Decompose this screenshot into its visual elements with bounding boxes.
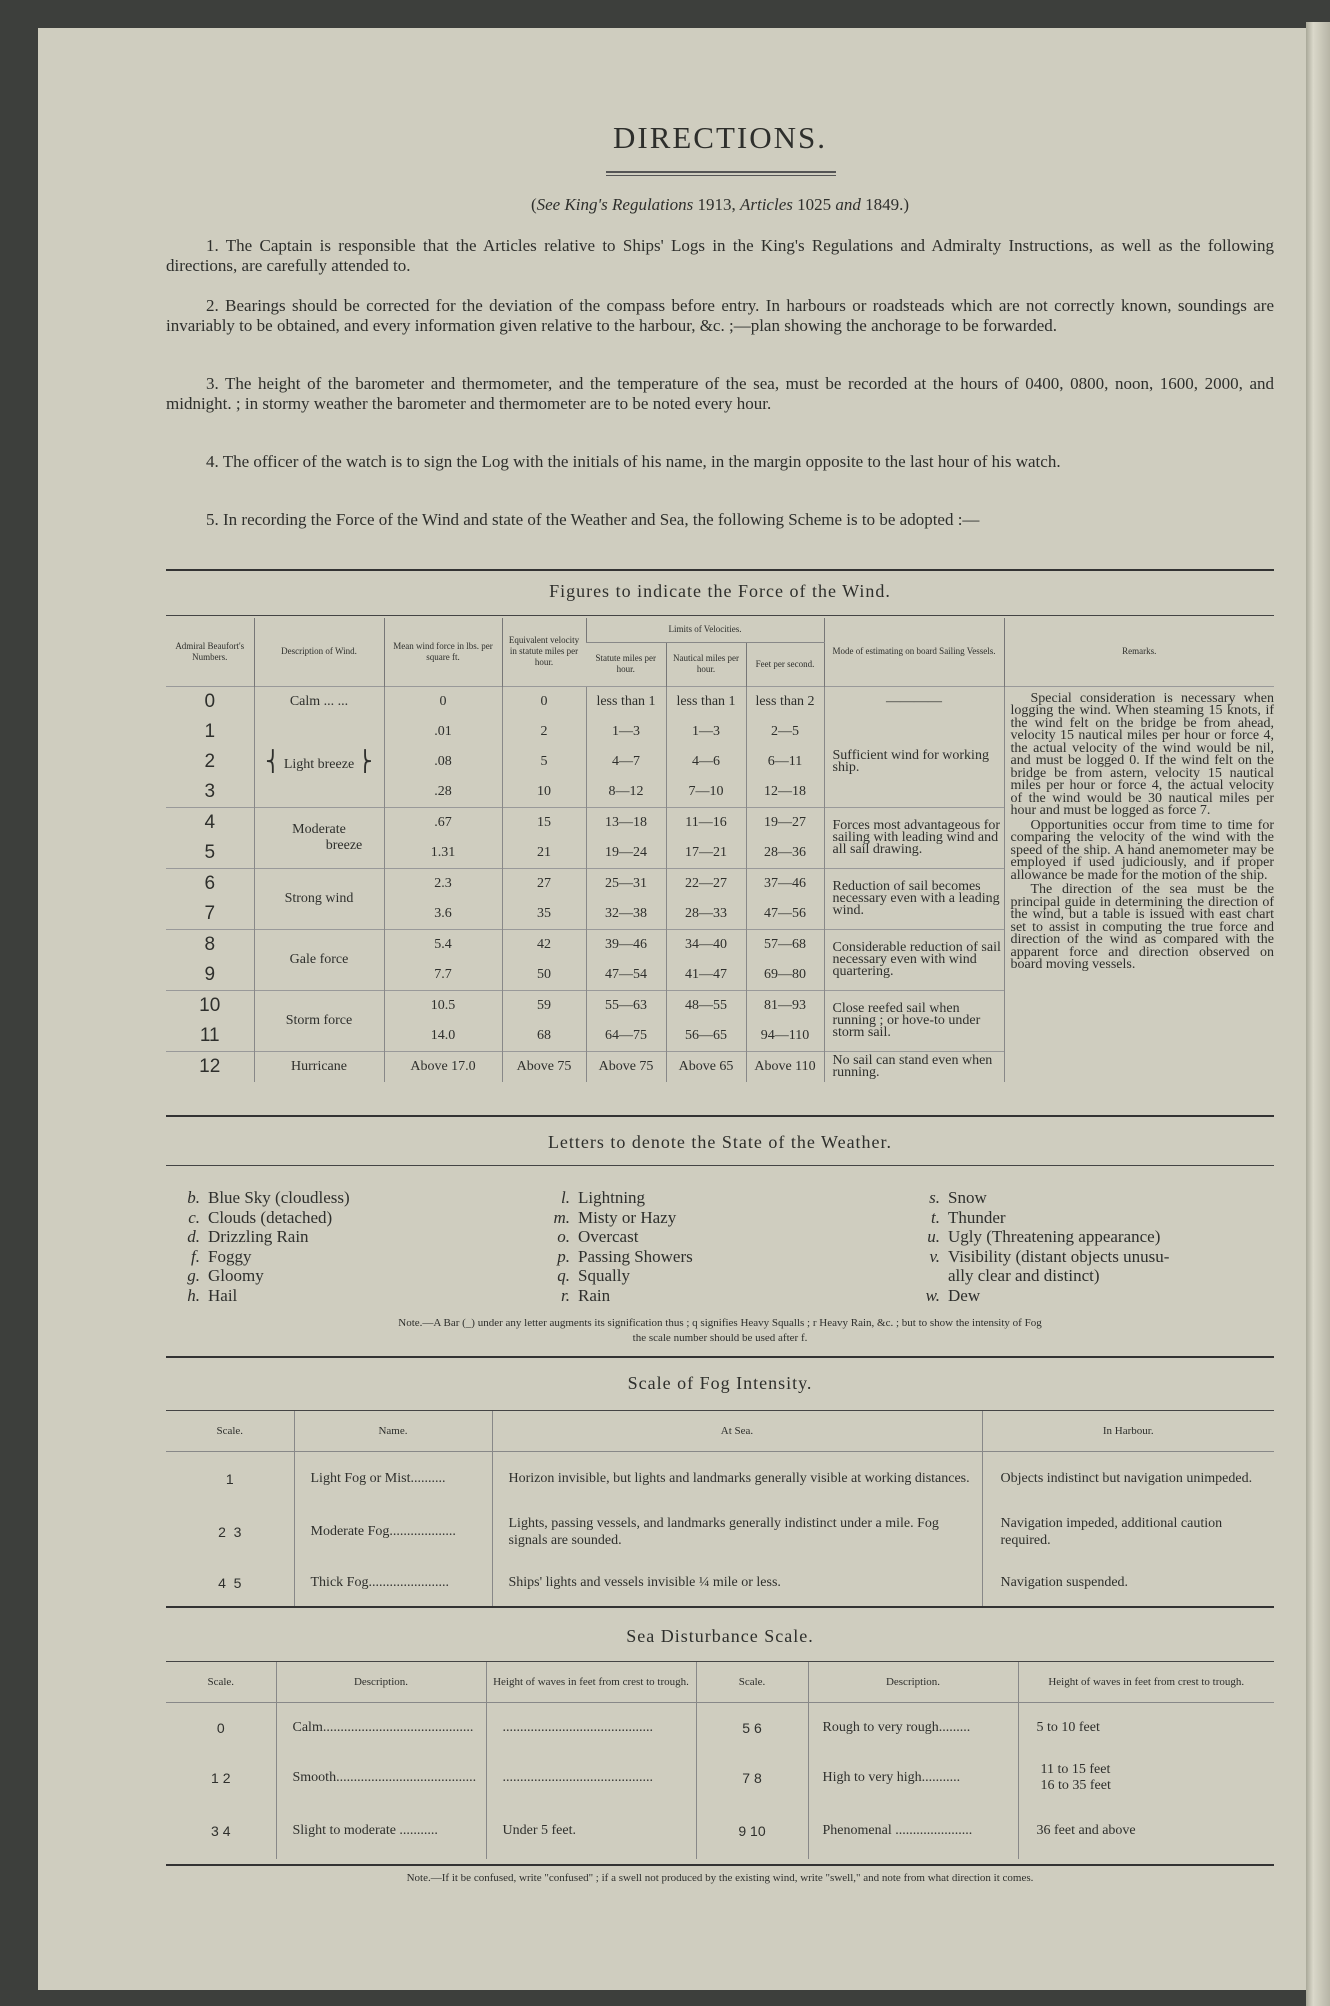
nautical-miles: 56—65: [666, 1021, 746, 1052]
header-scale: Scale.: [207, 1676, 235, 1688]
rule: [166, 1115, 1274, 1117]
statute-miles: 55—63: [586, 990, 666, 1021]
header-scale: Scale.: [696, 1662, 808, 1703]
sea-table: [166, 1662, 1274, 1859]
list-item: u. Ugly (Threatening appearance): [927, 1227, 1161, 1246]
list-item: r. Rain: [561, 1285, 611, 1305]
statute-miles: 64—75: [586, 1021, 666, 1052]
feet-per-second: 19—27: [746, 807, 824, 838]
nautical-miles: 1—3: [666, 717, 746, 747]
list-item: l. Lightning: [561, 1188, 646, 1207]
list-item: w. Dew: [925, 1285, 981, 1305]
paragraph-4: 4. The officer of the watch is to sign the Log with the initials of his name, in the margin opposite to the last hour of his watch.: [206, 452, 1061, 471]
mean-force: 3.6: [384, 899, 502, 930]
list-item: g. Gloomy: [187, 1266, 264, 1285]
feet-per-second: 6—11: [746, 747, 824, 777]
header-mode: Mode of estimating on board Sailing Vessels.: [824, 618, 1004, 686]
title-rule: [606, 171, 836, 173]
weather-column-2: [536, 1188, 693, 1305]
nautical-miles: 34—40: [666, 929, 746, 960]
feet-per-second: 57—68: [746, 929, 824, 960]
beaufort-number: 2: [204, 750, 216, 772]
mode: ————: [824, 686, 1004, 717]
list-item: p. Passing Showers: [557, 1246, 693, 1266]
log-page: [38, 28, 1306, 1990]
nautical-miles: 17—21: [666, 838, 746, 869]
equivalent-velocity: 42: [502, 929, 586, 960]
header-equivalent: Equivalent velocity in statute miles per hour.: [502, 618, 586, 686]
mean-force: .08: [384, 747, 502, 777]
title-rule: [606, 175, 836, 176]
mean-force: 2.3: [384, 868, 502, 899]
paragraph-3: 3. The height of the barometer and thermometer, and the temperature of the sea, must be recorded at the hours of 0400, 0800, noon, 1600, 2000, and midnight. ; in stormy weather the barometer and thermometer are to be noted every hour.: [166, 374, 1274, 413]
rule: [166, 615, 1274, 616]
list-item: f. Foggy: [191, 1246, 252, 1266]
equivalent-velocity: Above 75: [502, 1051, 586, 1082]
statute-miles: Above 75: [586, 1051, 666, 1082]
statute-miles: 47—54: [586, 960, 666, 991]
header-mean-force: Mean wind force in lbs. per square ft.: [384, 618, 502, 686]
list-item: q. Squally: [557, 1266, 630, 1285]
list-item: m. Misty or Hazy: [553, 1207, 677, 1227]
book-spine: [1306, 22, 1330, 2006]
wind-description: Moderate breeze: [254, 807, 384, 868]
list-item: c. Clouds (detached): [188, 1207, 333, 1227]
feet-per-second: 94—110: [746, 1021, 824, 1052]
header-description: Description.: [276, 1662, 486, 1703]
beaufort-number: 12: [166, 1051, 254, 1082]
wind-description: Storm force: [254, 990, 384, 1051]
beaufort-number: 5: [204, 841, 216, 863]
weather-caption: Letters to denote the State of the Weather.: [547, 1132, 893, 1152]
beaufort-number: 3: [204, 780, 216, 802]
rule: [166, 569, 1274, 571]
header-height: Height of waves in feet from crest to trough.: [486, 1662, 696, 1703]
weather-note: Note.—A Bar (_) under any letter augments its signification thus ; q signifies Heavy Squalls ; r Heavy Rain, &c. ; but to show the intensity of Fog the scale number should be used after f.: [398, 1317, 1042, 1344]
nautical-miles: 4—6: [666, 747, 746, 777]
mean-force: 5.4: [384, 929, 502, 960]
list-item: ally clear and distinct): [948, 1266, 1100, 1285]
equivalent-velocity: 59: [502, 990, 586, 1021]
beaufort-number: 8: [166, 929, 254, 960]
table-row: 2 3 Moderate Fog................... Lights, passing vessels, and landmarks generally indistinct under a mile. Fog signals are sounded. Navigation impeded, additional caution required.: [166, 1506, 1274, 1558]
wind-description: Gale force: [254, 929, 384, 990]
nautical-miles: 11—16: [666, 807, 746, 838]
remarks: Special consideration is necessary when logging the wind. When steaming 15 knots, if the wind felt on the bridge be from ahead, velocity 15 nautical miles per hour or force 4, the actual velocity of the wind would be nil, and must be logged 0. If the wind felt on the bridge be from astern, velocity 15 nautical miles per hour or force 4, the actual velocity of the wind would be 30 nautical miles per hour and must be logged as force 7. Opportunities occur from time to time for comparing the velocity of the wind with the speed of the ship. A hand anemometer may be employed if used judiciously, and if proper allowance be made for the motion of the ship. The direction of the sea must be the principal guide in determining the direction of the wind, but a table is issued with east chart set to assist in computing the true force and direction of the wind as compared with the apparent force and direction observed on board moving vessels.: [1004, 686, 1274, 1082]
rule: [166, 1165, 1274, 1166]
rule: [166, 1864, 1274, 1866]
mean-force: 0: [384, 686, 502, 717]
nautical-miles: 28—33: [666, 899, 746, 930]
mode: Reduction of sail becomes necessary even with a leading wind.: [824, 868, 1004, 929]
wind-description: Hurricane: [254, 1051, 384, 1082]
sea-note: Note.—If it be confused, write "confused" ; if a swell not produced by the existing wind, write "swell," and note from what direction it comes.: [406, 1872, 1034, 1884]
statute-miles: 25—31: [586, 868, 666, 899]
feet-per-second: less than 2: [746, 686, 824, 717]
list-item: t. Thunder: [931, 1207, 1006, 1227]
statute-miles: 13—18: [586, 807, 666, 838]
wind-caption: Figures to indicate the Force of the Wind.: [549, 581, 891, 601]
sea-caption: Sea Disturbance Scale.: [626, 1626, 814, 1646]
header-remarks: Remarks.: [1004, 618, 1274, 686]
mode: Sufficient wind for working ship.: [824, 717, 1004, 808]
paragraph-5: 5. In recording the Force of the Wind and state of the Weather and Sea, the following Scheme is to be adopted :—: [206, 510, 980, 529]
nautical-miles: Above 65: [666, 1051, 746, 1082]
equivalent-velocity: 68: [502, 1021, 586, 1052]
wind-description: ⎨ Light breeze ⎬: [254, 717, 384, 808]
nautical-miles: less than 1: [666, 686, 746, 717]
header-limits: Limits of Velocities.: [586, 618, 824, 642]
table-row: 1 2 Smooth........................................ ........................................... 7 8 High to very high........... 11 to 15 feet 16 to 35 feet: [166, 1753, 1274, 1803]
header-in-harbour: In Harbour.: [982, 1411, 1274, 1452]
list-item: v. Visibility (distant objects unusu-: [929, 1246, 1170, 1266]
feet-per-second: 28—36: [746, 838, 824, 869]
header-row: [166, 1662, 1274, 1703]
paragraph-1: 1. The Captain is responsible that the Articles relative to Ships' Logs in the King's Regulations and Admiralty Instructions, as well as the following directions, are carefully attended to.: [166, 236, 1274, 275]
beaufort-number: 0: [166, 686, 254, 717]
list-item: s. Snow: [929, 1188, 987, 1207]
equivalent-velocity: 5: [502, 747, 586, 777]
fog-table: [166, 1411, 1274, 1608]
subtitle: (See King's Regulations 1913, Articles 1025 and 1849.): [530, 195, 910, 214]
header-feet: Feet per second.: [746, 642, 824, 686]
nautical-miles: 22—27: [666, 868, 746, 899]
equivalent-velocity: 21: [502, 838, 586, 869]
equivalent-velocity: 15: [502, 807, 586, 838]
mean-force: 1.31: [384, 838, 502, 869]
statute-miles: 19—24: [586, 838, 666, 869]
rule: [166, 1606, 1274, 1608]
header-row: [166, 1411, 1274, 1452]
statute-miles: 1—3: [586, 717, 666, 747]
equivalent-velocity: 35: [502, 899, 586, 930]
beaufort-number: 11: [199, 1024, 220, 1046]
statute-miles: 32—38: [586, 899, 666, 930]
statute-miles: less than 1: [586, 686, 666, 717]
header-nautical: Nautical miles per hour.: [666, 642, 746, 686]
table-row: 4 5 Thick Fog....................... Ships' lights and vessels invisible ¼ mile or less. Navigation suspended.: [166, 1558, 1274, 1608]
mean-force: Above 17.0: [384, 1051, 502, 1082]
beaufort-number: 4: [166, 807, 254, 838]
statute-miles: 8—12: [586, 777, 666, 808]
equivalent-velocity: 27: [502, 868, 586, 899]
mean-force: .28: [384, 777, 502, 808]
equivalent-velocity: 0: [502, 686, 586, 717]
nautical-miles: 48—55: [666, 990, 746, 1021]
mode: Forces most advantageous for sailing with leading wind and all sail drawing.: [824, 807, 1004, 868]
header-row: [166, 618, 1274, 642]
rule: [166, 1356, 1274, 1358]
header-at-sea: At Sea.: [492, 1411, 982, 1452]
list-item: o. Overcast: [557, 1227, 639, 1246]
wind-table: [166, 618, 1274, 1082]
wind-description: Strong wind: [254, 868, 384, 929]
mode: No sail can stand even when running.: [824, 1051, 1004, 1082]
nautical-miles: 7—10: [666, 777, 746, 808]
header-description: Description of Wind.: [254, 618, 384, 686]
mean-force: .67: [384, 807, 502, 838]
mean-force: 7.7: [384, 960, 502, 991]
feet-per-second: 81—93: [746, 990, 824, 1021]
header-statute: Statute miles per hour.: [595, 653, 656, 674]
header-beaufort: Admiral Beaufort's Numbers.: [175, 640, 245, 662]
statute-miles: 4—7: [586, 747, 666, 777]
list-item: h. Hail: [187, 1285, 238, 1305]
mean-force: .01: [384, 717, 502, 747]
beaufort-number: 6: [166, 868, 254, 899]
table-row: 0 Calm........................................... ........................................... 5 6 Rough to very rough......... 5 to 10 feet: [166, 1703, 1274, 1753]
table-row: [166, 686, 1274, 717]
table-row: 1 Light Fog or Mist.......... Horizon invisible, but lights and landmarks generally visible at working distances. Objects indistinct but navigation unimpeded.: [166, 1452, 1274, 1506]
table-row: 3 4 Slight to moderate ........... Under 5 feet. 9 10 Phenomenal ...................... 36 feet and above: [166, 1803, 1274, 1859]
header-description: Description.: [808, 1662, 1018, 1703]
list-item: b. Blue Sky (cloudless): [187, 1188, 350, 1207]
feet-per-second: Above 110: [746, 1051, 824, 1082]
header-scale: Scale.: [216, 1425, 244, 1437]
weather-column-3: [906, 1188, 1169, 1305]
mode: Considerable reduction of sail necessary even with wind quartering.: [824, 929, 1004, 990]
header-name: Name.: [294, 1411, 492, 1452]
mode: Close reefed sail when running ; or hove-to under storm sail.: [824, 990, 1004, 1051]
beaufort-number: 10: [166, 990, 254, 1021]
wind-description: Calm ... ...: [254, 686, 384, 717]
beaufort-number: 9: [204, 963, 216, 985]
nautical-miles: 41—47: [666, 960, 746, 991]
equivalent-velocity: 50: [502, 960, 586, 991]
statute-miles: 39—46: [586, 929, 666, 960]
feet-per-second: 12—18: [746, 777, 824, 808]
page-title: DIRECTIONS.: [612, 120, 828, 155]
weather-column-1: [166, 1188, 350, 1305]
beaufort-number: 1: [204, 720, 216, 742]
header-height: Height of waves in feet from crest to trough.: [1018, 1662, 1274, 1703]
list-item: d. Drizzling Rain: [187, 1227, 309, 1246]
equivalent-velocity: 10: [502, 777, 586, 808]
mean-force: 10.5: [384, 990, 502, 1021]
feet-per-second: 2—5: [746, 717, 824, 747]
feet-per-second: 47—56: [746, 899, 824, 930]
equivalent-velocity: 2: [502, 717, 586, 747]
paragraph-2: 2. Bearings should be corrected for the deviation of the compass before entry. In harbours or roadsteads which are not correctly known, soundings are invariably to be obtained, and every information given relative to the harbour, &c. ;—plan showing the anchorage to be forwarded.: [166, 296, 1274, 335]
fog-caption: Scale of Fog Intensity.: [627, 1373, 813, 1393]
mean-force: 14.0: [384, 1021, 502, 1052]
beaufort-number: 7: [204, 902, 216, 924]
feet-per-second: 69—80: [746, 960, 824, 991]
feet-per-second: 37—46: [746, 868, 824, 899]
